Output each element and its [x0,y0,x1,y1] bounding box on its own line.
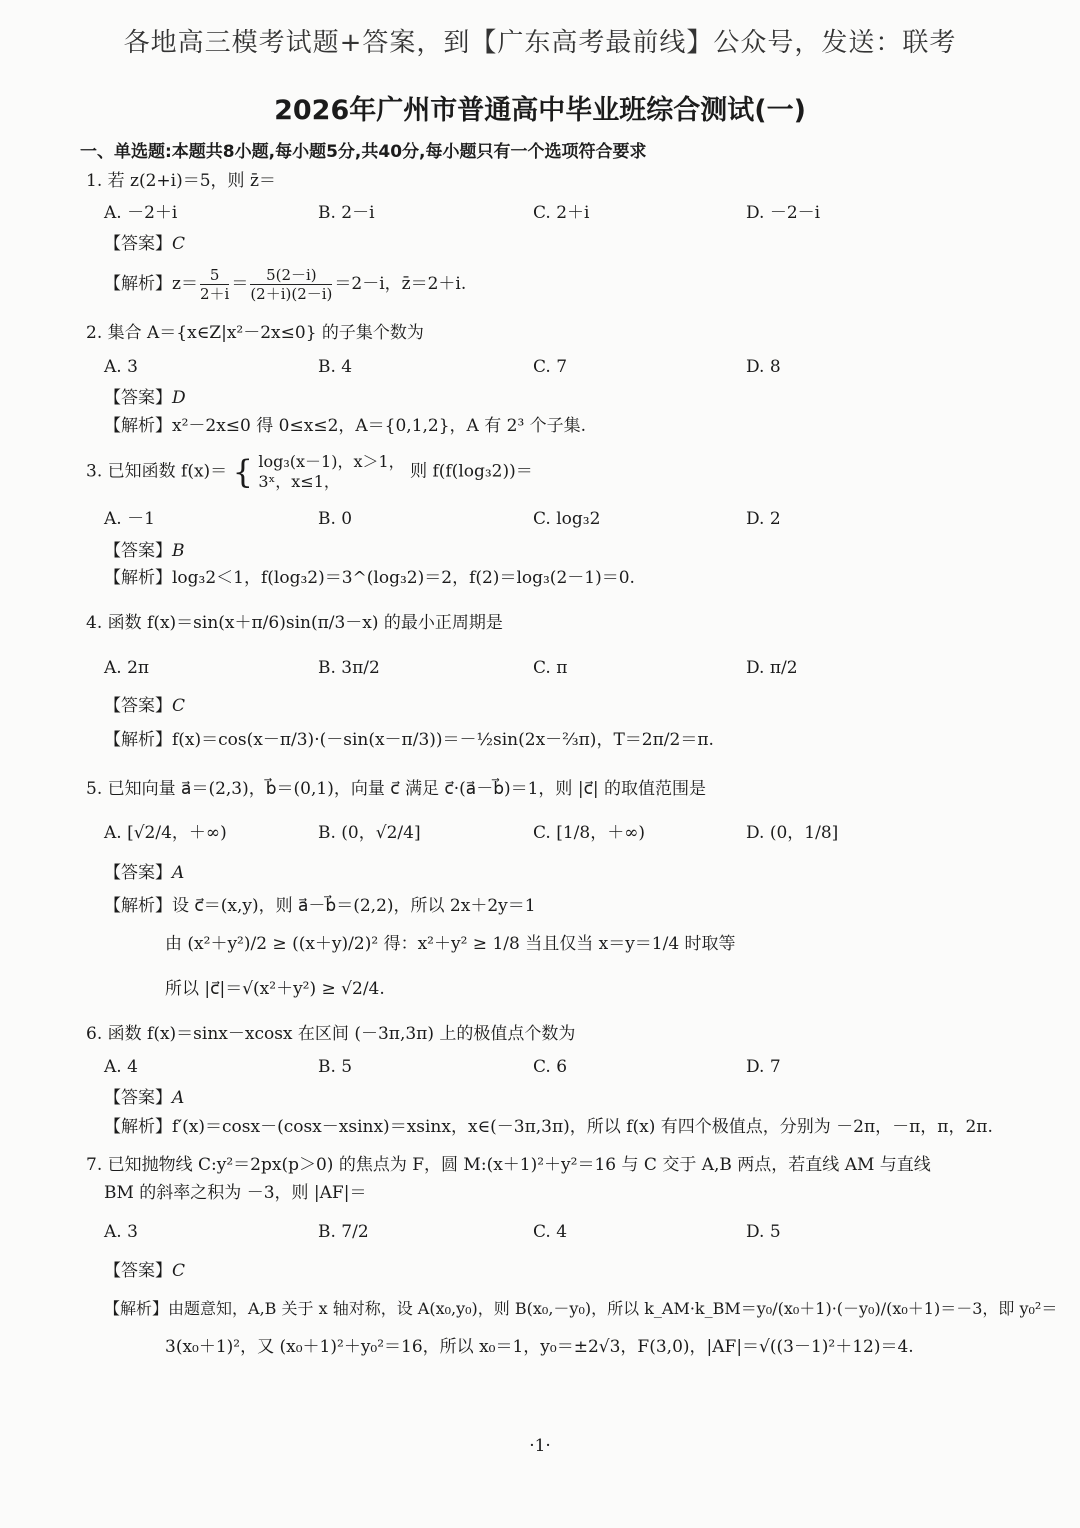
answer-tag: 【答案】 [104,388,172,408]
q6-answer-value: A [172,1088,185,1108]
q1-option-a: A. －2＋i [104,203,178,223]
q7-answer-value: C [172,1261,186,1281]
q6-analysis [104,1116,993,1138]
q4-analysis [104,729,714,751]
analysis-tag: 【解析】 [104,274,172,294]
q4-answer [104,695,185,717]
answer-tag: 【答案】 [104,1261,172,1281]
q5-analysis-text: 设 c⃗＝(x,y)，则 a⃗－b⃗＝(2,2)，所以 2x＋2y＝1 [172,896,536,916]
analysis-tag: 【解析】 [104,568,172,588]
page-title: 2026年广州市普通高中毕业班综合测试(一) [274,95,806,126]
q7-analysis-text: 由题意知，A,B 关于 x 轴对称，设 A(x₀,y₀)，则 B(x₀,－y₀)，所以 k_AM·k_BM＝y₀/(x₀＋1)·(－y₀)/(x₀＋1)＝－3，即 y₀²＝ [168,1299,1058,1318]
q5-answer [104,862,184,884]
q7-option-b: B. 7/2 [318,1222,369,1242]
q5-option-a: A. [√2/4，＋∞) [104,823,227,843]
q1-analysis-post: ＝2－i，z̄＝2＋i. [334,274,467,294]
q3-brace: { [232,453,253,491]
answer-tag: 【答案】 [104,696,172,716]
numerator: 5 [200,266,229,285]
q4-option-a: A. 2π [104,658,150,678]
analysis-tag: 【解析】 [104,896,172,916]
answer-tag: 【答案】 [104,234,172,254]
q6-option-c: C. 6 [533,1057,568,1077]
question-3-stem [86,452,533,492]
answer-tag: 【答案】 [104,863,172,883]
q4-option-b: B. 3π/2 [318,658,380,678]
q7-analysis [104,1298,1057,1320]
q2-option-c: C. 7 [533,357,568,377]
q6-answer [104,1087,184,1109]
section-heading: 一、单选题:本题共8小题,每小题5分,共40分,每小题只有一个选项符合要求 [80,142,647,162]
question-6-stem: 6. 函数 f(x)＝sinx－xcosx 在区间 (－3π,3π) 上的极值点个数为 [86,1024,576,1044]
q1-option-d: D. －2－i [746,203,821,223]
q3-stem-post: 则 f(f(log₃2))＝ [410,461,533,482]
q3-answer-value: B [172,541,185,561]
analysis-tag: 【解析】 [104,1299,169,1318]
analysis-tag: 【解析】 [104,416,172,436]
q6-analysis-text: f′(x)＝cosx－(cosx－xsinx)＝xsinx，x∈(－3π,3π)，所以 f(x) 有四个极值点，分别为 －2π，－π，π，2π. [172,1117,993,1137]
q3-piece-1: log₃(x－1)，x＞1， [258,452,405,471]
analysis-tag: 【解析】 [104,730,172,750]
question-7-stem: 7. 已知抛物线 C:y²＝2px(p＞0) 的焦点为 F，圆 M:(x＋1)²＋y²＝16 与 C 交于 A,B 两点，若直线 AM 与直线 [86,1155,931,1175]
q3-option-c: C. log₃2 [533,509,601,529]
q3-piecewise [258,452,404,492]
q5-analysis-line-3: 所以 |c⃗|＝√(x²＋y²) ≥ √2/4. [165,979,385,999]
q1-answer-value: C [172,234,186,254]
q2-analysis-text: x²－2x≤0 得 0≤x≤2，A＝{0,1,2}，A 有 2³ 个子集. [172,416,587,436]
q4-analysis-text: f(x)＝cos(x－π/3)·(－sin(x－π/3))＝－½sin(2x－⅔π)，T＝2π/2＝π. [172,730,714,750]
q4-option-c: C. π [533,658,568,678]
q2-analysis [104,415,586,437]
q6-option-d: D. 7 [746,1057,781,1077]
q3-analysis-text: log₃2＜1，f(log₃2)＝3^(log₃2)＝2，f(2)＝log₃(2－1)＝0. [172,568,635,588]
answer-tag: 【答案】 [104,1088,172,1108]
q7-option-d: D. 5 [746,1222,781,1242]
q3-piece-2: 3ˣ，x≤1， [258,472,340,491]
q5-option-c: C. [1/8，＋∞) [533,823,645,843]
q3-analysis [104,567,635,589]
question-1-stem: 1. 若 z(2+i)＝5，则 z̄＝ [86,171,276,191]
q4-answer-value: C [172,696,186,716]
q1-eq: ＝ [231,274,249,294]
question-7-stem-line-2: BM 的斜率之积为 －3，则 |AF|＝ [104,1183,367,1203]
q2-option-d: D. 8 [746,357,781,377]
q5-analysis-line-2: 由 (x²＋y²)/2 ≥ ((x＋y)/2)² 得：x²＋y² ≥ 1/8 当且仅当 x＝y＝1/4 时取等 [165,934,736,954]
q2-option-a: A. 3 [104,357,138,377]
q2-option-b: B. 4 [318,357,353,377]
q1-option-c: C. 2＋i [533,203,590,223]
q1-fraction-2 [250,266,332,303]
q3-stem-pre: 3. 已知函数 f(x)＝ [86,461,228,482]
q6-option-a: A. 4 [104,1057,138,1077]
q2-answer [104,387,186,409]
q1-answer [104,233,185,255]
q1-option-b: B. 2－i [318,203,375,223]
question-5-stem: 5. 已知向量 a⃗＝(2,3)，b⃗＝(0,1)，向量 c⃗ 满足 c⃗·(a⃗－b⃗)＝1，则 |c⃗| 的取值范围是 [86,779,707,799]
q7-analysis-line-2: 3(x₀＋1)²，又 (x₀＋1)²＋y₀²＝16，所以 x₀＝1，y₀＝±2√3，F(3,0)，|AF|＝√((3－1)²＋12)＝4. [165,1337,914,1357]
question-2-stem: 2. 集合 A＝{x∈Z|x²－2x≤0} 的子集个数为 [86,323,424,343]
header-banner: 各地高三模考试题+答案，到【广东高考最前线】公众号，发送：联考 [123,28,957,58]
analysis-tag: 【解析】 [104,1117,172,1137]
q4-option-d: D. π/2 [746,658,798,678]
page-number: ·1· [529,1436,551,1456]
q3-option-a: A. －1 [104,509,155,529]
q7-option-c: C. 4 [533,1222,568,1242]
q1-analysis [104,262,466,306]
q3-option-b: B. 0 [318,509,353,529]
q5-analysis [104,895,536,917]
q6-option-b: B. 5 [318,1057,353,1077]
denominator: (2＋i)(2－i) [250,285,333,303]
question-4-stem: 4. 函数 f(x)＝sin(x＋π/6)sin(π/3－x) 的最小正周期是 [86,613,503,633]
denominator: 2＋i [199,285,230,303]
answer-tag: 【答案】 [104,541,172,561]
q7-option-a: A. 3 [104,1222,138,1242]
q3-answer [104,540,185,562]
q5-option-b: B. (0，√2/4] [318,823,421,843]
q5-answer-value: A [172,863,185,883]
numerator: 5(2－i) [250,266,332,285]
q3-option-d: D. 2 [746,509,781,529]
q5-option-d: D. (0，1/8] [746,823,839,843]
q2-answer-value: D [172,388,186,408]
q1-fraction-1 [200,266,229,303]
q1-analysis-pre: z＝ [172,274,198,294]
q7-answer [104,1260,185,1282]
